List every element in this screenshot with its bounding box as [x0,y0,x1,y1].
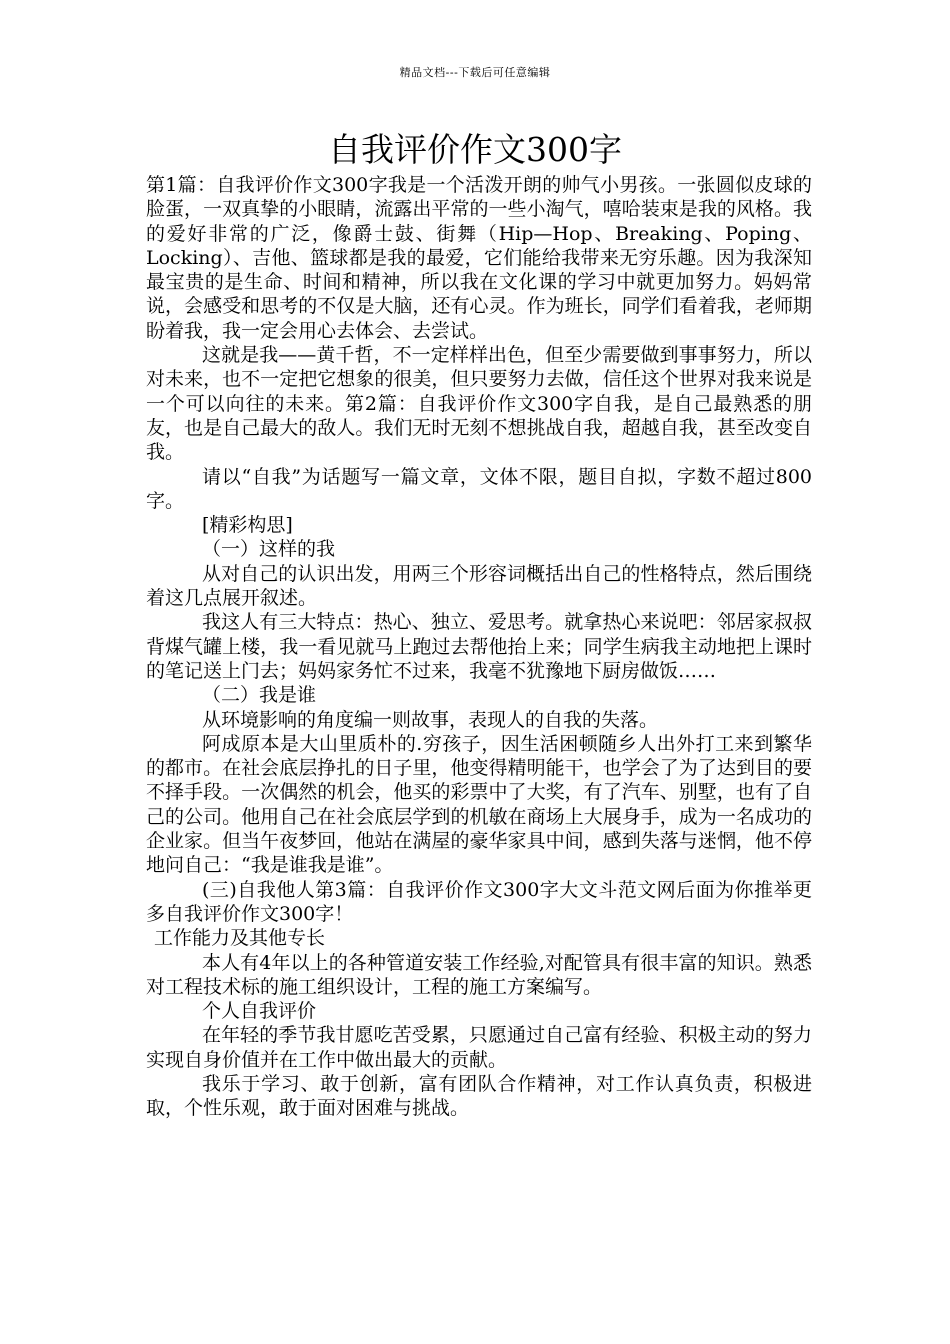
paragraph: 从对自己的认识出发，用两三个形容词概括出自己的性格特点，然后围绕着这几点展开叙述。 [146,562,812,610]
paragraph: 本人有4年以上的各种管道安装工作经验,对配管具有很丰富的知识。熟悉对工程技术标的施工组织设计，工程的施工方案编写。 [146,951,812,998]
paragraph: (三)自我他人第3篇：自我评价作文300字大文斗范文网后面为你推举更多自我评价作文300字！ [146,878,812,925]
paragraph: 工作能力及其他专长 [154,927,326,950]
paragraph: 第1篇：自我评价作文300字我是一个活泼开朗的帅气小男孩。一张圆似皮球的脸蛋，一双真挚的小眼睛，流露出平常的一些小淘气，嘻哈装束是我的风格。我的爱好非常的广泛，像爵士鼓、街舞（Hip—Hop、Breaking、Poping、Locking）、吉他、篮球都是我的最爱，它们能给我带来无穷乐趣。因为我深知最宝贵的是生命、时间和精神，所以我在文化课的学习中就更加努力。妈妈常说，会感受和思考的不仅是大脑，还有心灵。作为班长，同学们看着我，老师期盼着我，我一定会用心去体会、去尝试。 [146,174,812,342]
paragraph: （二）我是谁 [202,684,317,707]
paragraph: 个人自我评价 [202,1000,317,1023]
paragraph: 在年轻的季节我甘愿吃苦受累，只愿通过自己富有经验、积极主动的努力实现自身价值并在工作中做出最大的贡献。 [146,1024,812,1071]
paragraph: 从环境影响的角度编一则故事，表现人的自我的失落。 [202,708,659,731]
paragraph: 我乐于学习、敢于创新，富有团队合作精神，对工作认真负责，积极进取，个性乐观，敢于面对困难与挑战。 [146,1072,812,1120]
paragraph: 请以“自我”为话题写一篇文章，文体不限，题目自拟，字数不超过800字。 [146,465,812,512]
paragraph: 阿成原本是大山里质朴的.穷孩子，因生活困顿随乡人出外打工来到繁华的都市。在社会底层挣扎的日子里，他变得精明能干，也学会了为了达到目的要不择手段。一次偶然的机会，他买的彩票中了大奖，有了汽车、别墅，也有了自己的公司。他用自己在社会底层学到的机敏在商场上大展身手，成为一名成功的企业家。但当午夜梦回，他站在满屋的豪华家具中间，感到失落与迷惘，他不停地问自己：“我是谁我是谁”。 [146,732,812,877]
paragraph: （一）这样的我 [202,538,336,561]
header-note: 精品文档---下载后可任意编辑 [399,66,551,79]
paragraph: 我这人有三大特点：热心、独立、爱思考。就拿热心来说吧：邻居家叔叔背煤气罐上楼，我一看见就马上跑过去帮他抬上来；同学生病我主动地把上课时的笔记送上门去；妈妈家务忙不过来，我毫不犹豫地下厨房做饭…… [146,611,812,682]
paragraph: [精彩构思] [202,514,293,537]
document-body [146,173,812,1121]
paragraph: 这就是我——黄千哲，不一定样样出色，但至少需要做到事事努力，所以对未来，也不一定把它想象的很美，但只要努力去做，信任这个世界对我来说是一个可以向往的未来。第2篇：自我评价作文300字自我，是自己最熟悉的朋友，也是自己最大的敌人。我们无时无刻不想挑战自我，超越自我，甚至改变自我。 [146,344,812,464]
document-title: 自我评价作文300字 [328,130,622,169]
